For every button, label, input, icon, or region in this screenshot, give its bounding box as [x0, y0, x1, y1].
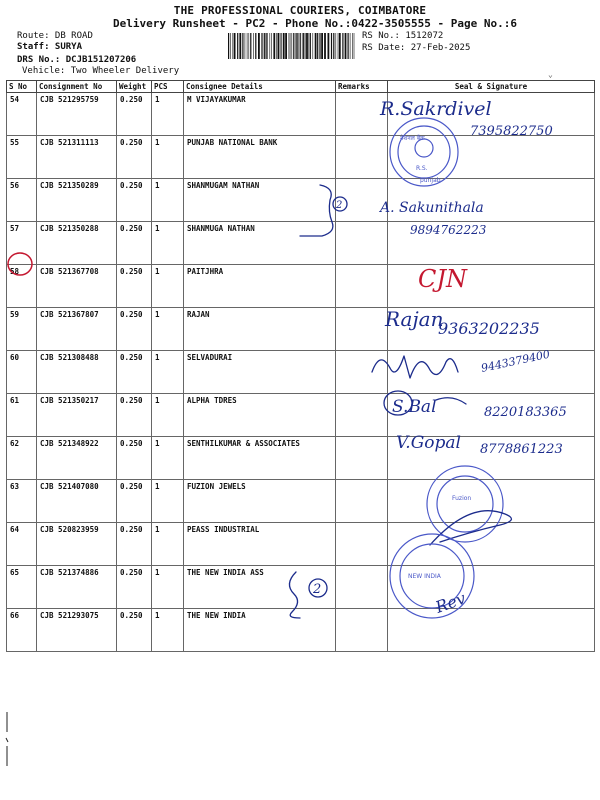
table-row [7, 351, 595, 394]
cell-sno: 57 [7, 222, 37, 265]
cell-sno: 65 [7, 566, 37, 609]
cell-pcs: 1 [152, 93, 184, 136]
cell-signature [388, 523, 595, 566]
cell-pcs: 1 [152, 308, 184, 351]
cell-consignment: CJB 521308488 [37, 351, 117, 394]
staff-label: Staff: SURYA [17, 42, 83, 52]
stamp-bottom: punjab [420, 177, 441, 184]
cell-weight: 0.250 [117, 351, 152, 394]
vehicle-label: Vehicle: Two Wheeler Delivery [22, 66, 180, 76]
cell-signature [388, 394, 595, 437]
cell-consignment: CJB 521348922 [37, 437, 117, 480]
cell-consignment: CJB 521367708 [37, 265, 117, 308]
cell-signature [388, 136, 595, 179]
margin-mark-icon [3, 712, 11, 772]
cell-remarks [336, 265, 388, 308]
cell-consignee: RAJAN [184, 308, 336, 351]
cell-remarks [336, 437, 388, 480]
col-consignee-header: Consignee Details [184, 81, 336, 93]
cell-sno: 63 [7, 480, 37, 523]
cell-remarks [336, 93, 388, 136]
signature-row59: Rajan [385, 307, 444, 331]
cell-weight: 0.250 [117, 394, 152, 437]
cell-weight: 0.250 [117, 523, 152, 566]
phone-row61: 8220183365 [484, 405, 567, 420]
cell-consignee: THE NEW INDIA [184, 609, 336, 652]
corner-tick-icon: ⌄ [548, 70, 553, 79]
table-row [7, 179, 595, 222]
cell-signature [388, 609, 595, 652]
cell-consignee: PUNJAB NATIONAL BANK [184, 136, 336, 179]
cell-weight: 0.250 [117, 179, 152, 222]
cell-remarks [336, 136, 388, 179]
cell-weight: 0.250 [117, 437, 152, 480]
signature-row58: CJN [418, 265, 467, 293]
cell-pcs: 1 [152, 609, 184, 652]
cell-weight: 0.250 [117, 222, 152, 265]
cell-consignment: CJB 520823959 [37, 523, 117, 566]
cell-consignee: SENTHILKUMAR & ASSOCIATES [184, 437, 336, 480]
cell-weight: 0.250 [117, 308, 152, 351]
cell-remarks [336, 308, 388, 351]
table-row [7, 480, 595, 523]
phone-row59: 9363202235 [438, 319, 540, 338]
table-row [7, 523, 595, 566]
cell-signature [388, 480, 595, 523]
drs-number: DRS No.: DCJB151207206 [17, 55, 137, 65]
cell-consignee: SELVADURAI [184, 351, 336, 394]
cell-weight: 0.250 [117, 265, 152, 308]
cell-consignee: PEASS INDUSTRIAL [184, 523, 336, 566]
cell-sno: 61 [7, 394, 37, 437]
cell-signature [388, 308, 595, 351]
cell-pcs: 1 [152, 566, 184, 609]
cell-consignee: ALPHA TDRES [184, 394, 336, 437]
cell-remarks [336, 480, 388, 523]
company-title: THE PROFESSIONAL COURIERS, COIMBATORE [173, 4, 427, 17]
cell-weight: 0.250 [117, 136, 152, 179]
cell-consignment: CJB 521293075 [37, 609, 117, 652]
cell-remarks [336, 394, 388, 437]
cell-sno: 62 [7, 437, 37, 480]
cell-consignment: CJB 521374886 [37, 566, 117, 609]
circled-mark-row66: 2 [313, 582, 322, 597]
stamp-rs: R.S. [416, 165, 428, 172]
cell-remarks [336, 609, 388, 652]
cell-pcs: 1 [152, 437, 184, 480]
cell-consignment: CJB 521295759 [37, 93, 117, 136]
signature-row61: S.Bal [392, 397, 437, 417]
table-row [7, 308, 595, 351]
runsheet-subtitle: Delivery Runsheet - PC2 - Phone No.:0422-3505555 - Page No.:6 [113, 17, 517, 30]
barcode-icon [228, 33, 356, 59]
cell-signature [388, 437, 595, 480]
cell-pcs: 1 [152, 351, 184, 394]
cell-weight: 0.250 [117, 93, 152, 136]
cell-pcs: 1 [152, 480, 184, 523]
phone-row54: 7395822750 [470, 124, 553, 139]
table-row [7, 222, 595, 265]
signature-row66: Rev [432, 588, 469, 617]
signature-row54: R.Sakrdivel [380, 98, 492, 120]
cell-weight: 0.250 [117, 566, 152, 609]
cell-signature [388, 179, 595, 222]
cell-consignee: SHANMUGA NATHAN [184, 222, 336, 265]
cell-consignee: THE NEW INDIA ASS [184, 566, 336, 609]
stamp-newindia-text: NEW INDIA [408, 573, 441, 580]
col-remarks-header: Remarks [336, 81, 388, 93]
cell-weight: 0.250 [117, 480, 152, 523]
table-row [7, 609, 595, 652]
cell-pcs: 1 [152, 523, 184, 566]
phone-row62: 8778861223 [480, 442, 563, 457]
cell-weight: 0.250 [117, 609, 152, 652]
cell-consignee: SHANMUGAM NATHAN [184, 179, 336, 222]
table-row [7, 136, 595, 179]
table-row [7, 566, 595, 609]
cell-sno: 56 [7, 179, 37, 222]
cell-signature [388, 93, 595, 136]
circled-mark-row56: 2 [336, 200, 343, 211]
cell-signature [388, 265, 595, 308]
cell-remarks [336, 351, 388, 394]
col-weight-header: Weight [117, 81, 152, 93]
col-signature-header: Seal & Signature [388, 81, 595, 93]
rs-number: RS No.: 1512072 [362, 31, 444, 41]
table-row [7, 265, 595, 308]
cell-sno: 58 [7, 265, 37, 308]
cell-consignment: CJB 521407080 [37, 480, 117, 523]
cell-remarks [336, 179, 388, 222]
table-row [7, 93, 595, 136]
signature-row56: A. Sakunithala [380, 200, 484, 216]
cell-sno: 64 [7, 523, 37, 566]
cell-sno: 59 [7, 308, 37, 351]
cell-pcs: 1 [152, 179, 184, 222]
cell-consignee: M VIJAYAKUMAR [184, 93, 336, 136]
table-row [7, 394, 595, 437]
stamp-fuzion-text: Fuzion [452, 495, 472, 502]
cell-consignment: CJB 521367807 [37, 308, 117, 351]
cell-remarks [336, 523, 388, 566]
signature-row62: V.Gopal [396, 433, 461, 453]
phone-row56: 9894762223 [410, 223, 487, 237]
cell-pcs: 1 [152, 136, 184, 179]
cell-consignment: CJB 521311113 [37, 136, 117, 179]
runsheet-table [6, 80, 595, 652]
route-label: Route: DB ROAD [17, 31, 93, 41]
cell-consignment: CJB 521350288 [37, 222, 117, 265]
cell-pcs: 1 [152, 222, 184, 265]
cell-sno: 55 [7, 136, 37, 179]
cell-signature [388, 351, 595, 394]
cell-signature [388, 222, 595, 265]
cell-consignment: CJB 521350217 [37, 394, 117, 437]
col-pcs-header: PCS [152, 81, 184, 93]
cell-consignment: CJB 521350289 [37, 179, 117, 222]
cell-pcs: 1 [152, 394, 184, 437]
cell-signature [388, 566, 595, 609]
cell-sno: 60 [7, 351, 37, 394]
cell-pcs: 1 [152, 265, 184, 308]
table-header-row [7, 81, 595, 93]
table-row [7, 437, 595, 480]
col-consignment-header: Consignment No [37, 81, 117, 93]
phone-row60: 9443379400 [479, 347, 552, 375]
cell-consignee: FUZION JEWELS [184, 480, 336, 523]
cell-consignee: PAITJHRA [184, 265, 336, 308]
cell-remarks [336, 566, 388, 609]
stamp-script: नेशनल बैंक [400, 135, 425, 142]
rs-date: RS Date: 27-Feb-2025 [362, 43, 471, 53]
cell-sno: 66 [7, 609, 37, 652]
col-sno-header: S No [7, 81, 37, 93]
cell-sno: 54 [7, 93, 37, 136]
cell-remarks [336, 222, 388, 265]
